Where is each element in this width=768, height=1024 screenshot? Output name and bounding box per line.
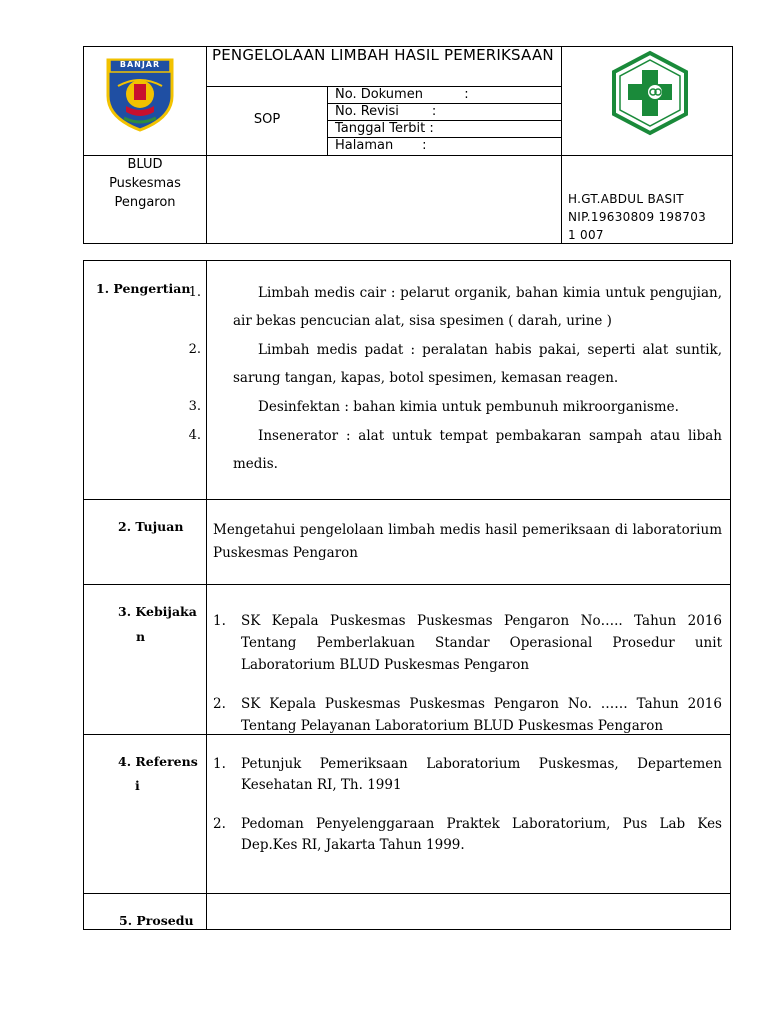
doc-type-label: SOP <box>253 112 281 127</box>
definition-line: Limbah medis cair : pelarut organik, bahan kimia untuk pengujian, <box>258 285 722 301</box>
item-number: 2. <box>188 342 201 357</box>
item-number: 4. <box>188 428 201 443</box>
definition-line: medis. <box>233 456 278 472</box>
referensi-line: Petunjuk Pemeriksaan Laboratorium Puskesmas, Departemen <box>241 756 722 772</box>
kebijakan-line: Tentang Pelayanan Laboratorium BLUD Puskesmas Pengaron <box>241 718 664 734</box>
kebijakan-line: SK Kepala Puskesmas Puskesmas Pengaron No….. Tahun 2016 <box>241 613 722 629</box>
referensi-line: Kesehatan RI, Th. 1991 <box>241 777 402 793</box>
list-number: 2. <box>213 696 226 712</box>
section-label-kebijakan-cont: n <box>136 629 146 644</box>
banjar-emblem-logo <box>104 56 176 132</box>
meta-no-dokumen: No. Dokumen : <box>335 87 469 102</box>
signer-name: H.GT.ABDUL BASIT <box>568 192 684 206</box>
organization-name <box>84 155 206 212</box>
org-line: Puskesmas <box>109 176 181 191</box>
list-number: 2. <box>213 816 226 832</box>
section-label-tujuan: 2. Tujuan <box>118 519 184 534</box>
signer-nip: NIP.19630809 198703 <box>568 210 707 224</box>
section-label-referensi: 4. Referens <box>118 754 198 769</box>
document-title: PENGELOLAAN LIMBAH HASIL PEMERIKSAAN <box>212 46 554 64</box>
meta-tanggal-terbit: Tanggal Terbit : <box>335 121 434 136</box>
referensi-line: Pedoman Penyelenggaraan Praktek Laboratorium, Pus Lab Kes <box>241 816 722 832</box>
definition-line: Desinfektan : bahan kimia untuk pembunuh mikroorganisme. <box>258 399 679 415</box>
list-number: 1. <box>213 613 226 629</box>
item-number: 1. <box>188 285 201 300</box>
signer-nip-cont: 1 007 <box>568 228 604 242</box>
kebijakan-line: Laboratorium BLUD Puskesmas Pengaron <box>241 657 530 673</box>
tujuan-line: Puskesmas Pengaron <box>213 545 358 561</box>
meta-no-revisi: No. Revisi : <box>335 104 437 119</box>
kemenkes-logo <box>610 50 690 136</box>
org-line: BLUD <box>127 157 163 172</box>
meta-halaman: Halaman : <box>335 138 427 153</box>
definition-line: Insenerator : alat untuk tempat pembakaran sampah atau libah <box>258 428 722 444</box>
org-line: Pengaron <box>114 195 176 210</box>
section-label-referensi-cont: i <box>135 778 140 793</box>
banjar-logo-text: BANJAR <box>119 60 161 69</box>
kebijakan-line: SK Kepala Puskesmas Puskesmas Pengaron No. …… Tahun 2016 <box>241 696 722 712</box>
section-label-kebijakan: 3. Kebijaka <box>118 604 197 619</box>
tujuan-line: Mengetahui pengelolaan limbah medis hasil pemeriksaan di laboratorium <box>213 522 722 538</box>
item-number: 3. <box>188 399 201 414</box>
referensi-line: Dep.Kes RI, Jakarta Tahun 1999. <box>241 837 465 853</box>
list-number: 1. <box>213 756 226 772</box>
definition-line: Limbah medis padat : peralatan habis pakai, seperti alat suntik, <box>258 342 722 358</box>
definition-line: air bekas pencucian alat, sisa spesimen ( darah, urine ) <box>233 313 612 329</box>
section-label-prosedur: 5. Prosedu <box>119 913 194 928</box>
kebijakan-line: Tentang Pemberlakuan Standar Operasional Prosedur unit <box>241 635 722 651</box>
section-label-pengertian: 1. Pengertian <box>96 281 191 296</box>
definition-line: sarung tangan, kapas, botol spesimen, kemasan reagen. <box>233 370 619 386</box>
